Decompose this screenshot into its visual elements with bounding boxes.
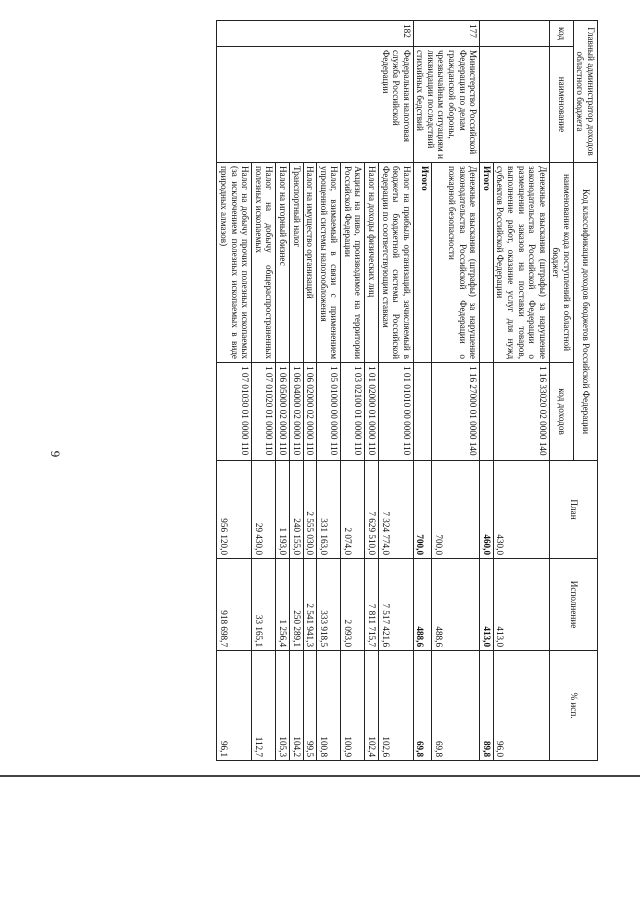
exec-cell: 7 517 421,6: [379, 559, 414, 651]
revenue-name-cell: Налог на имущество организаций: [303, 163, 317, 363]
admin-code-header: код: [549, 21, 573, 47]
revenue-name-cell: Акцизы на пиво, производимое на территории Российской Федерации: [341, 163, 365, 363]
pct-cell: 104,2: [289, 651, 303, 761]
plan-cell: 956 120,0: [217, 461, 252, 559]
pct-cell: 112,7: [252, 651, 276, 761]
admin-name-header: наименование: [549, 47, 573, 163]
exec-cell: 333 918,5: [317, 559, 341, 651]
revenue-name-cell: Налог на добычу прочих полезных ископаемых (за исключением полезных ископаемых в виде природных алмазов): [217, 163, 252, 363]
admin-code-cell: 182: [217, 21, 413, 47]
pct-cell: 100,8: [317, 651, 341, 761]
revenue-name-cell: Налог, взимаемый в связи с применением упрощенной системы налогообложения: [317, 163, 341, 363]
plan-cell: 7 324 774,0: [379, 461, 414, 559]
admin-code-cell: [480, 21, 549, 47]
exec-cell: 488,6: [432, 559, 480, 651]
exec-cell: 488,6: [413, 559, 432, 651]
table-row: [432, 21, 480, 761]
exec-cell: 7 811 715,7: [365, 559, 379, 651]
revenue-code-cell: 1 07 01030 01 0000 110: [217, 363, 252, 461]
pct-cell: 100,9: [341, 651, 365, 761]
plan-cell: 331 163,0: [317, 461, 341, 559]
revenue-name-cell: Итого: [413, 163, 432, 363]
plan-cell: 700,0: [432, 461, 480, 559]
plan-cell: 700,0: [413, 461, 432, 559]
plan-cell: 29 430,0: [252, 461, 276, 559]
pct-cell: 96,1: [217, 651, 252, 761]
rotated-table-wrapper: [98, 20, 598, 760]
pct-cell: 89,8: [480, 651, 494, 761]
revenue-code-cell: [413, 363, 432, 461]
plan-cell: 2 074,0: [341, 461, 365, 559]
page-edge-line: [0, 775, 640, 777]
exec-cell: 2 093,0: [341, 559, 365, 651]
exec-cell: 250 289,1: [289, 559, 303, 651]
plan-cell: 430,0: [493, 461, 549, 559]
exec-cell: 2 541 941,3: [303, 559, 317, 651]
exec-cell: 918 698,7: [217, 559, 252, 651]
kbk-group-header: Код классификации доходов бюджетов Российской Федерации: [573, 163, 597, 461]
admin-code-cell: 177: [413, 21, 479, 47]
plan-cell: 240 155,0: [289, 461, 303, 559]
revenue-name-cell: Денежные взыскания (штрафы) за нарушение законодательства Российской Федерации о размещении заказов на поставки товаров, выполнение работ, оказание услуг для нужд субъектов Российской Федерации: [493, 163, 549, 363]
pct-cell: 69,8: [432, 651, 480, 761]
revenue-code-cell: [480, 363, 494, 461]
revenue-code-cell: 1 01 02000 01 0000 110: [365, 363, 379, 461]
pct-cell: 105,3: [276, 651, 290, 761]
revenue-code-cell: 1 03 02100 01 0000 110: [341, 363, 365, 461]
admin-name-cell: Министерство Российской Федерации по делам гражданской обороны, чрезвычайным ситуациям и ликвидации последствий стихийных бедствий: [413, 47, 479, 163]
pct-cell: 96,0: [493, 651, 549, 761]
revenue-table: [217, 20, 599, 761]
revenue-name-cell: Транспортный налог: [289, 163, 303, 363]
admin-name-cell: [480, 47, 549, 163]
revenue-code-cell: 1 06 02000 02 0000 110: [303, 363, 317, 461]
revenue-code-cell: 1 07 01020 01 0000 110: [252, 363, 276, 461]
plan-header: План: [549, 461, 597, 559]
revenue-name-cell: Денежные взыскания (штрафы) за нарушение законодательства Российской Федерации о пожарной безопасности: [432, 163, 480, 363]
pct-header: % исп.: [549, 651, 597, 761]
kbk-name-header: наименование кода поступлений в областной бюджет: [549, 163, 573, 363]
exec-cell: 33 165,1: [252, 559, 276, 651]
plan-cell: 7 629 510,0: [365, 461, 379, 559]
revenue-name-cell: Налог на прибыль организаций, зачисляемый в бюджеты бюджетной системы Российской Федерации по соответствующим ставкам: [379, 163, 414, 363]
exec-cell: 413,0: [493, 559, 549, 651]
plan-cell: 1 193,0: [276, 461, 290, 559]
revenue-name-cell: Налог на игорный бизнес: [276, 163, 290, 363]
exec-cell: 413,0: [480, 559, 494, 651]
admin-group-header: Главный администратор доходов областного бюджета: [573, 21, 597, 163]
revenue-name-cell: Налог на доходы физических лиц: [365, 163, 379, 363]
exec-header: Исполнение: [549, 559, 597, 651]
revenue-name-cell: Налог на добычу общераспространенных полезных ископаемых: [252, 163, 276, 363]
page-number: 6: [47, 450, 63, 458]
table-row: [493, 21, 549, 761]
admin-name-cell: Федеральная налоговая служба Российской Федерации: [217, 47, 413, 163]
plan-cell: 2 555 030,0: [303, 461, 317, 559]
revenue-code-cell: 1 05 01000 00 0000 110: [317, 363, 341, 461]
revenue-code-cell: 1 16 33020 02 0000 140: [493, 363, 549, 461]
revenue-code-cell: 1 06 05000 02 0000 110: [276, 363, 290, 461]
pct-cell: 69,8: [413, 651, 432, 761]
revenue-code-cell: 1 16 27000 01 0000 140: [432, 363, 480, 461]
revenue-code-cell: 1 01 01010 00 0000 110: [379, 363, 414, 461]
kbk-code-header: код доходов: [549, 363, 573, 461]
plan-cell: 460,0: [480, 461, 494, 559]
exec-cell: 1 256,4: [276, 559, 290, 651]
pct-cell: 102,6: [379, 651, 414, 761]
pct-cell: 102,4: [365, 651, 379, 761]
pct-cell: 99,5: [303, 651, 317, 761]
revenue-code-cell: 1 06 04000 02 0000 110: [289, 363, 303, 461]
revenue-name-cell: Итого: [480, 163, 494, 363]
table-row: [379, 21, 414, 761]
